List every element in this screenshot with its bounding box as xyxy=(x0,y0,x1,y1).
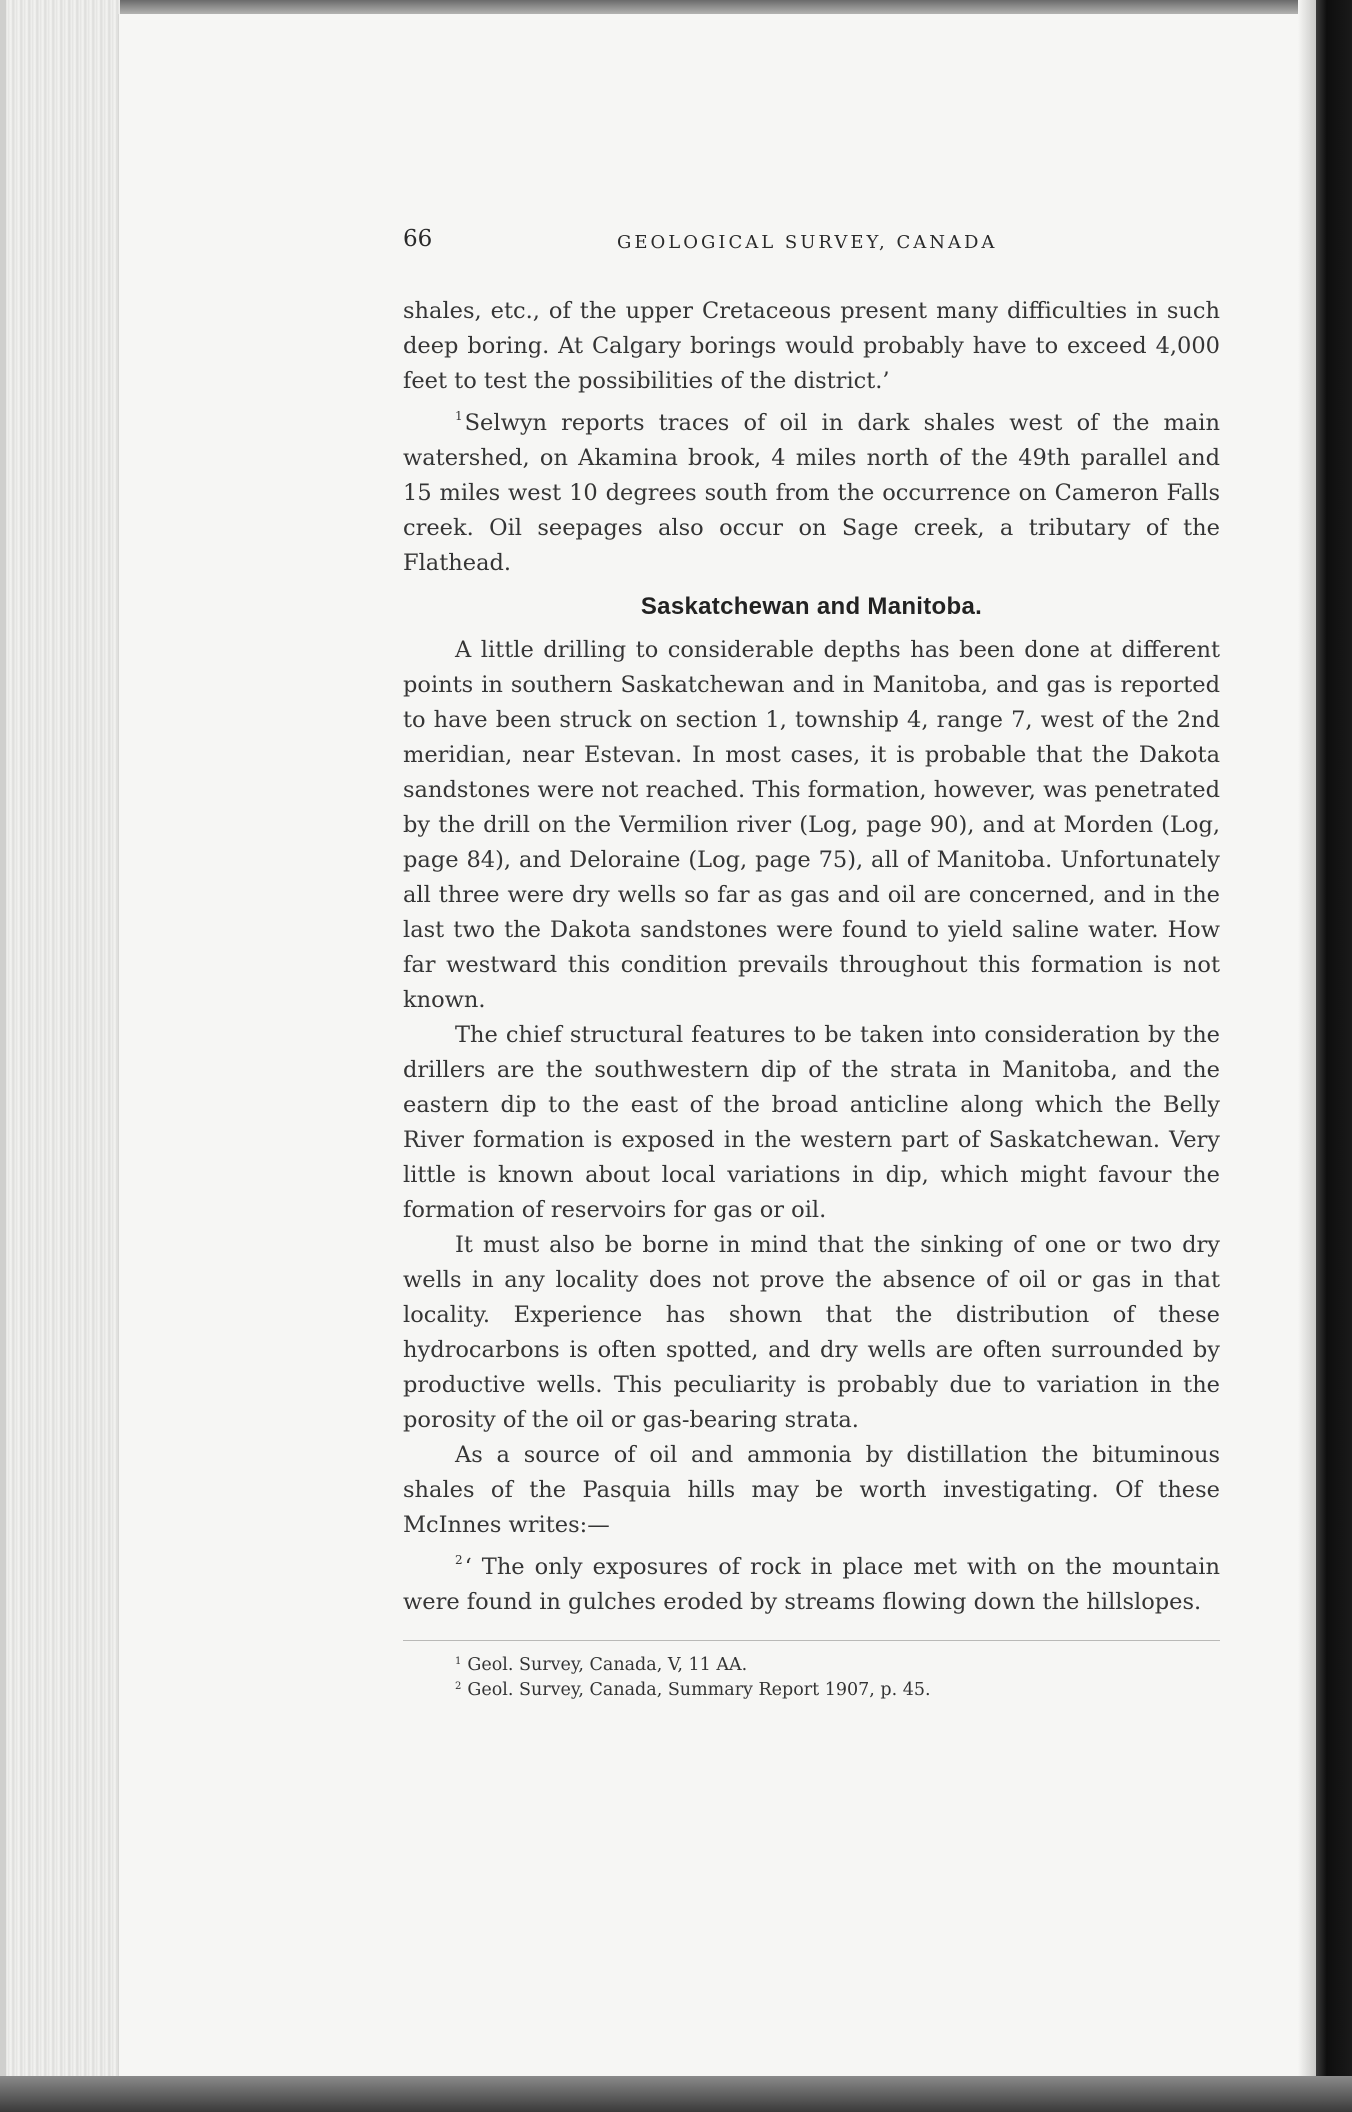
running-title: GEOLOGICAL SURVEY, CANADA xyxy=(617,232,998,253)
book-binding-edge xyxy=(1316,0,1352,2112)
paragraph-4: The chief structural features to be taken into consideration by the drillers are the southwestern dip of the strata in Manitoba, and the eastern dip to the east of the broad anticline along which the Belly River formation is exposed in the western part of Saskatchewan. Very little is known about local variations in dip, which might favour the formation of reservoirs for gas or oil. xyxy=(403,1022,1220,1223)
footnote-rule xyxy=(403,1640,1220,1641)
footnote-1-text: Geol. Survey, Canada, V, 11 AA. xyxy=(467,1655,748,1675)
footnote-ref-1: 1 xyxy=(455,409,463,423)
paragraph-3: A little drilling to considerable depths has been done at different points in southern Saskatchewan and in Manitoba, and gas is reported to have been struck on section 1, township 4, range 7, west of the 2nd meridian, near Estevan. In most cases, it is probable that the Dakota sandstones were not reached. This formation, however, was penetrated by the drill on the Vermilion river (Log, page 90), and at Morden (Log, page 84), and Deloraine (Log, page 75), all of Manitoba. Unfortunately all three were dry wells so far as gas and oil are concerned, and in the last two the Dakota sandstones were found to yield saline water. How far westward this condition prevails throughout this formation is not known. xyxy=(403,637,1220,1013)
running-head xyxy=(403,226,1220,266)
scan-bottom-edge xyxy=(0,2076,1352,2112)
footnote-1 xyxy=(455,1651,1220,1676)
paragraph-7-text: ‘ The only exposures of rock in place met with on the mountain were found in gulches eroded by streams flowing down the hillslopes. xyxy=(403,1554,1220,1615)
book-page-edges xyxy=(0,0,120,2112)
paragraph-2 xyxy=(403,399,1220,581)
paragraph-5: It must also be borne in mind that the sinking of one or two dry wells in any locality does not prove the absence of oil or gas in that locality. Experience has shown that the distribution of these hydrocarbons is often spotted, and dry wells are often surrounded by productive wells. This peculiarity is probably due to variation in the porosity of the oil or gas-bearing strata. xyxy=(403,1232,1220,1433)
footnote-2-ref: 2 xyxy=(455,1681,462,1692)
section-heading: Saskatchewan and Manitoba. xyxy=(640,593,983,620)
page-number: 66 xyxy=(403,226,433,252)
footnote-2 xyxy=(455,1676,1220,1701)
paragraph-7 xyxy=(403,1543,1220,1620)
page-content xyxy=(403,226,1220,1701)
footnote-1-ref: 1 xyxy=(455,1656,462,1667)
footnote-ref-2: 2 xyxy=(455,1553,463,1567)
paragraph-1: shales, etc., of the upper Cretaceous present many difficulties in such deep boring. At Calgary borings would probably have to exceed 4,000 feet to test the possibilities of the district.’ xyxy=(403,298,1220,394)
paragraph-2-text: Selwyn reports traces of oil in dark shales west of the main watershed, on Akamina brook, 4 miles north of the 49th parallel and 15 miles west 10 degrees south from the occurrence on Cameron Falls creek. Oil seepages also occur on Sage creek, a tributary of the Flathead. xyxy=(403,410,1220,576)
footnote-2-text: Geol. Survey, Canada, Summary Report 1907, p. 45. xyxy=(467,1680,931,1700)
paragraph-6: As a source of oil and ammonia by distillation the bituminous shales of the Pasquia hills may be worth investigating. Of these McInnes writes:— xyxy=(403,1442,1220,1538)
